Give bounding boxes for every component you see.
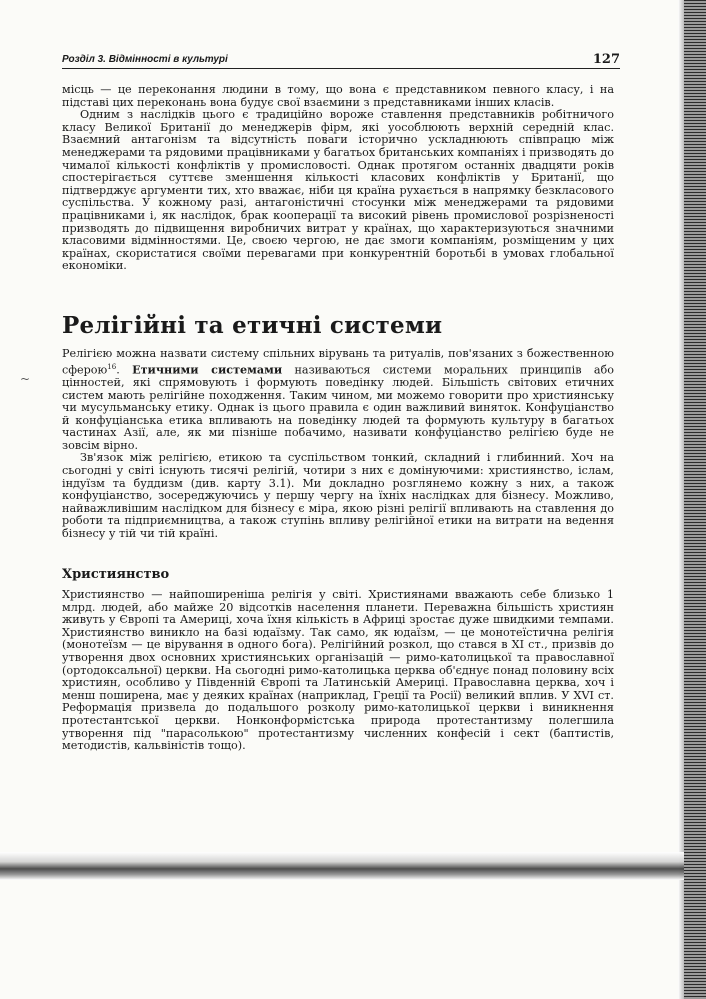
stacked-pages-edge (684, 0, 706, 999)
religion-definition: Релігією можна назвати систему спільних вірувань та ритуалів, пов'язаних з божественною сферою (62, 347, 614, 377)
ethical-systems-definition: називаються системи моральних принципів або цінностей, які спрямовують і формують поведінку людей. Більшість світових етичних систем мають релігійне походження. Таким чином, ми можемо говорити про християнську чи мусульманську етику. Однак із цього правила є один важливий виняток. Конфуціанство й конфуціанська етика впливають на поведінку людей та формують культуру в багатьох частинах Азії, але, як ми пізніше побачимо, називати конфуціанство релігією буде не зовсім вірно. (62, 363, 615, 452)
intro-paragraph-2: Одним з наслідків цього є традиційно вороже ставлення представників робітничого класу Великої Британії до менеджерів фірм, які уособлюють верхній середній клас. Взаємний антагонізм та відсутність поваги історично ускладнюють співпрацю між менеджерами та рядовими працівниками у багатьох британських компаніях і призводять до чималої кількості конфліктів у промисловості. Однак протягом останніх двадцяти років спостерігається суттєве зменшення кількості класових конфліктів у Британії, що підтверджує аргументи тих, хто вважає, ніби ця країна рухається в напрямку безкласового суспільства. У кожному разі, антагоністичні стосунки між менеджерами та рядовими працівниками і, як наслідок, брак кооперації та високий рівень промислової розрізненості призводять до підвищення виробничих витрат у країнах, що характеризуються значними класовими відмінностями. Це, своєю чергою, не дає змоги компаніям, розміщеним у цих країнах, скористатися своїми перевагами при конкурентній боротьбі в умовах глобальної економіки. (62, 108, 614, 273)
intro-paragraph-1: місць — це переконання людини в тому, що вона є представником певного класу, і на підставі цих переконань вона будує свої взаємини з представниками інших класів. (62, 83, 614, 109)
section-text (62, 348, 614, 541)
intro-text (62, 84, 614, 273)
header-rule (62, 68, 620, 69)
running-header (62, 52, 620, 76)
sentence-separator: . (116, 363, 133, 377)
subsection-text (62, 589, 614, 753)
margin-pencil-mark: ~ (20, 372, 31, 386)
footnote-ref: 16 (107, 362, 117, 371)
section-paragraph-2: Зв'язок між релігією, етикою та суспільством тонкий, складний і глибинний. Хоч на сьогодні у світі існують тисячі релігій, чотири з них є домінуючими: християнство, іслам, індуїзм та буддизм (див. карту 3.1). Ми докладно розглянемо кожну з них, а також конфуціанство, зосереджуючись у першу чергу на їхніх наслідках для бізнесу. Можливо, найважливішим наслідком для бізнесу є міра, якою різні релігії впливають на ставлення до роботи та підприємництва, а також ступінь впливу релігійної етики на витрати на ведення бізнесу у тій чи тій країні. (62, 451, 614, 541)
section-heading: Релігійні та етичні системи (62, 312, 443, 339)
section-paragraph-1 (62, 348, 614, 452)
scan-bottom-shadow (0, 852, 684, 880)
ethical-systems-term: Етичними системами (132, 362, 283, 377)
subsection-paragraph-1: Християнство — найпоширеніша релігія у світі. Християнами вважають себе близько 1 млрд. людей, або майже 20 відсотків населення планети. Переважна більшість християн живуть у Європі та Америці, хоча їхня кількість в Африці зростає дуже швидкими темпами. Християнство виникло на базі юдаїзму. Так само, як юдаїзм, — це монотеїстична релігія (монотеїзм — це вірування в одного бога). Релігійний розкол, що стався в XI ст., призвів до утворення двох основних християнських організацій — римо-католицької та православної (ортодоксальної) церкви. На сьогодні римо-католицька церква об'єднує понад половину всіх християн, особливо у Південній Європі та Латинській Америці. Православна церква, хоч і менш поширена, має у деяких країнах (наприклад, Греції та Росії) великий вплив. У XVI ст. Реформація призвела до подальшого розколу римо-католицької церкви і виникнення протестантської церкви. Нонконформістська природа протестантизму полегшила утворення під "парасолькою" протестантизму численних конфесій і сект (баптистів, методистів, кальвіністів тощо). (62, 588, 614, 753)
chapter-title: Розділ 3. Відмінності в культурі (62, 54, 228, 65)
subsection-heading: Християнство (62, 567, 170, 582)
page-number: 127 (592, 52, 620, 67)
